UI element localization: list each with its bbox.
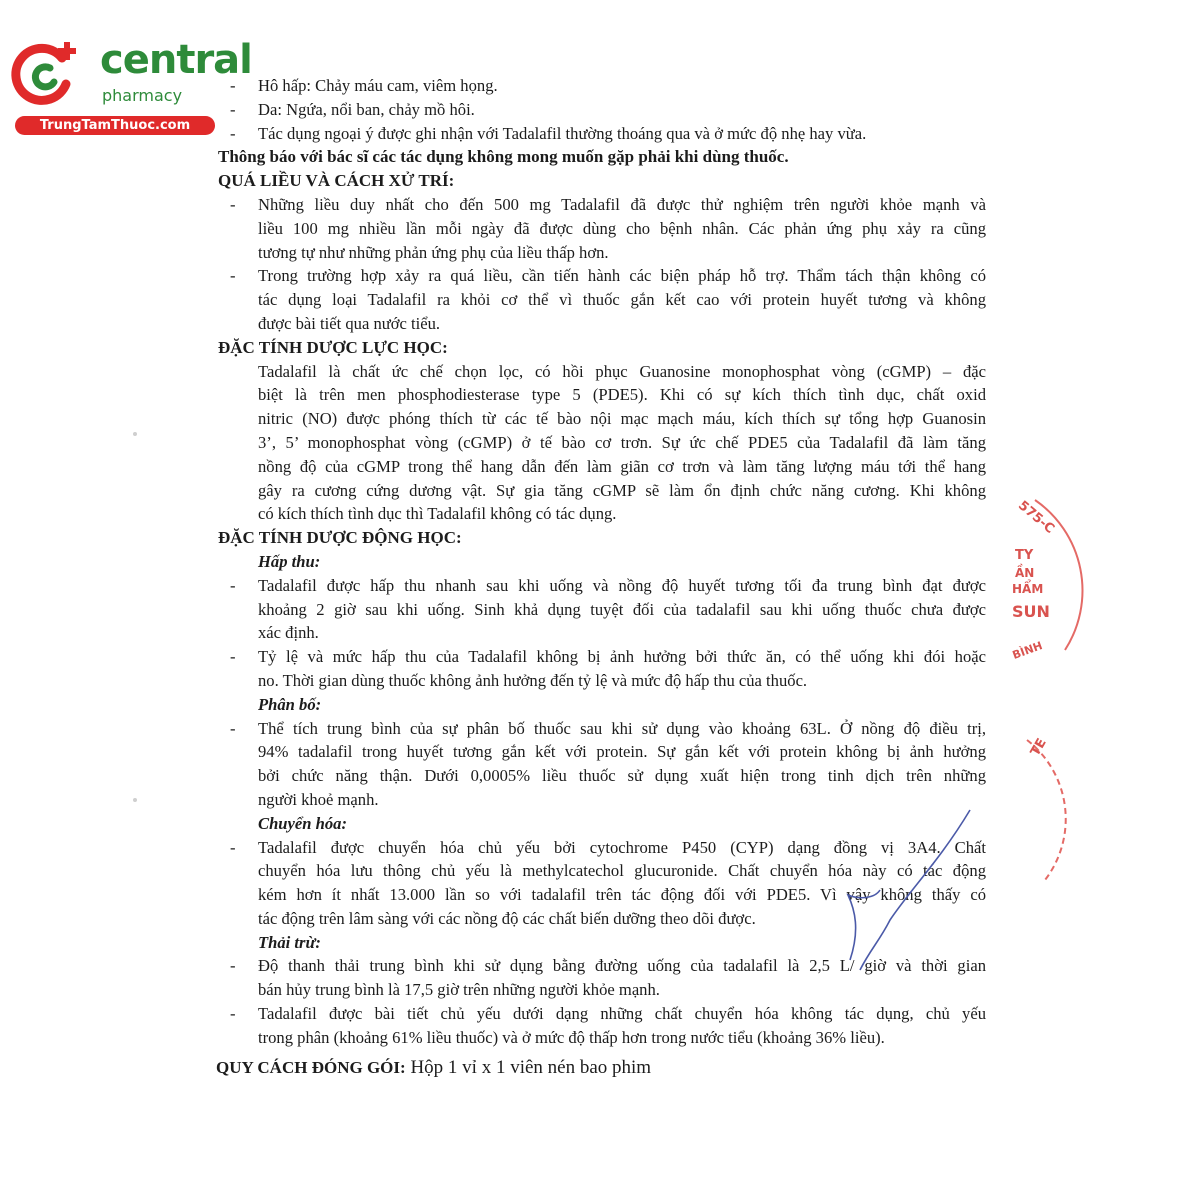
metabolism-line: kém hơn ít nhất 13.000 lần so với tadalafil trên tác động đối với PDE5. Vì vậy không thấy có xyxy=(258,885,986,905)
overdose-item-line: liều 100 mg nhiều lần mỗi ngày đã được dùng cho bệnh nhân. Các phản ứng phụ xảy ra cũng xyxy=(258,218,986,238)
overdose-item-line: - Những liều duy nhất cho đến 500 mg Tadalafil đã được thử nghiệm trên người khỏe mạnh và xyxy=(216,193,986,217)
overdose-heading: QUÁ LIỀU VÀ CÁCH XỬ TRÍ: xyxy=(218,171,455,191)
pharmacodynamics-line: gây ra cương cứng dương vật. Sự gia tăng cGMP sẽ làm ổn định chức năng cương. Khi không xyxy=(258,480,986,500)
distribution-title: Phân bố: xyxy=(258,694,322,714)
central-pharmacy-logo xyxy=(10,30,252,140)
stamp-fragment: TY xyxy=(1015,548,1034,563)
pharmacy-cross-icon xyxy=(10,38,82,110)
overdose-item-line: - Trong trường hợp xảy ra quá liều, cần tiến hành các biện pháp hỗ trợ. Thẩm tách thận không có xyxy=(216,264,986,288)
metabolism-line: - Tadalafil được chuyển hóa chủ yếu bởi cytochrome P450 (CYP) dạng đồng vị 3A4. Chất xyxy=(216,836,986,860)
bullet-line: - Tác dụng ngoại ý được ghi nhận với Tadalafil thường thoáng qua và ở mức độ nhẹ hay vừa. xyxy=(216,122,986,146)
distribution-line: 94% tadalafil trong huyết tương gắn kết với protein. Sự gắn kết với protein không bị ảnh hưởng xyxy=(258,742,986,762)
logo-brand-name: central xyxy=(100,37,252,83)
stamp-fragment: TE xyxy=(1027,736,1050,759)
elimination-title: Thải trừ: xyxy=(258,932,321,952)
signature-scribble xyxy=(820,800,980,980)
absorption-line: - Tỷ lệ và mức hấp thu của Tadalafil không bị ảnh hưởng bởi thức ăn, có thể uống khi đói hoặc xyxy=(216,645,986,669)
overdose-item-line: tác dụng loại Tadalafil ra khỏi cơ thể vì thuốc gắn kết cao với protein huyết tương và không xyxy=(258,290,986,310)
stamp-circle-marks xyxy=(1005,490,1200,890)
overdose-item-line: được bài tiết qua nước tiểu. xyxy=(258,313,441,333)
pharmacodynamics-line: Tadalafil là chất ức chế chọn lọc, có hồi phục Guanosine monophosphat vòng (cGMP) – đặc xyxy=(258,361,986,381)
metabolism-title: Chuyển hóa: xyxy=(258,813,347,833)
stamp-fragment: 575-C xyxy=(1015,498,1057,537)
pharmacodynamics-line: biệt là trên men phosphodiesterase type 5 (PDE5). Khi có sự kích thích tình dục, chất oxid xyxy=(258,385,986,405)
pharmacodynamics-line: nồng độ của cGMP trong thể hang dẫn đến làm giãn cơ trơn và làm tăng lượng máu tới thể hang xyxy=(258,456,986,476)
pharmacodynamics-heading: ĐẶC TÍNH DƯỢC LỰC HỌC: xyxy=(218,337,448,357)
scan-dot xyxy=(133,798,137,802)
bullet-line: - Da: Ngứa, nổi ban, chảy mồ hôi. xyxy=(216,98,986,122)
stamp-fragment: BÌNH xyxy=(1010,639,1045,662)
elimination-line: bán hủy trung bình là 17,5 giờ trên những người khỏe mạnh. xyxy=(258,980,660,1000)
absorption-line: no. Thời gian dùng thuốc không ảnh hưởng đến tỷ lệ và mức độ hấp thu của thuốc. xyxy=(258,670,808,690)
pharmacodynamics-line: nitric (NO) được phóng thích từ các tế bào nội mạc mạch máu, kích thích sự tổng hợp Guanosin xyxy=(258,409,986,429)
distribution-line: bởi chức năng thận. Dưới 0,0005% liều thuốc sử dụng xuất hiện trong tinh dịch trên những xyxy=(258,766,986,786)
notice-line: Thông báo với bác sĩ các tác dụng không mong muốn gặp phải khi dùng thuốc. xyxy=(218,147,789,167)
absorption-line: khoảng 2 giờ sau khi uống. Sinh khả dụng tuyệt đối của tadalafil sau khi uống thuốc chưa được xyxy=(258,599,986,619)
elimination-line: - Tadalafil được bài tiết chủ yếu dưới dạng những chất chuyển hóa không tác dụng, chủ yếu xyxy=(216,1002,986,1026)
metabolism-line: tác động trên lâm sàng với các nồng độ các chất biến dưỡng theo dõi được. xyxy=(258,908,756,928)
pharmacodynamics-line: 3’, 5’ monophosphat vòng (cGMP) ở tế bào cơ trơn. Sự ức chế PDE5 của Tadalafil đã làm tăng xyxy=(258,432,986,452)
packaging-label: QUY CÁCH ĐÓNG GÓI: xyxy=(216,1057,406,1077)
pharmacodynamics-line: có kích thích tình dục thì Tadalafil không có tác dụng. xyxy=(258,504,617,524)
scan-dot xyxy=(133,432,137,436)
stamp-fragment: SUN xyxy=(1012,602,1050,621)
metabolism-line: chuyển hóa lưu thông chủ yếu là methylcatechol glucuronide. Chất chuyển hóa này có tác động xyxy=(258,861,986,881)
elimination-line: - Độ thanh thải trung bình khi sử dụng bằng đường uống của tadalafil là 2,5 L/ giờ và thời gian xyxy=(216,954,986,978)
bullet-line: - Hô hấp: Chảy máu cam, viêm họng. xyxy=(216,74,986,98)
pharmacokinetics-heading: ĐẶC TÍNH DƯỢC ĐỘNG HỌC: xyxy=(218,528,462,548)
distribution-line: người khoẻ mạnh. xyxy=(258,789,379,809)
absorption-line: - Tadalafil được hấp thu nhanh sau khi uống và nồng độ huyết tương tối đa trung bình đạt được xyxy=(216,574,986,598)
packaging-value: Hộp 1 vỉ x 1 viên nén bao phim xyxy=(410,1056,652,1078)
packaging-line xyxy=(216,1056,986,1080)
distribution-line: - Thể tích trung bình của sự phân bố thuốc sau khi sử dụng vào khoảng 63L. Ở nồng độ điều trị, xyxy=(216,717,986,741)
logo-website: TrungTamThuoc.com xyxy=(15,116,215,135)
stamp-fragment: HẨM xyxy=(1012,582,1044,596)
logo-subtitle: pharmacy xyxy=(102,86,183,105)
absorption-line: xác định. xyxy=(258,623,319,643)
stamp-fragment: ẦN xyxy=(1015,566,1035,580)
overdose-item-line: tương tự như những phản ứng phụ của liều thấp hơn. xyxy=(258,242,609,262)
elimination-line: trong phân (khoảng 61% liều thuốc) và ở mức độ thấp hơn trong nước tiểu (khoảng 36% liều). xyxy=(258,1027,885,1047)
absorption-title: Hấp thu: xyxy=(258,551,321,571)
